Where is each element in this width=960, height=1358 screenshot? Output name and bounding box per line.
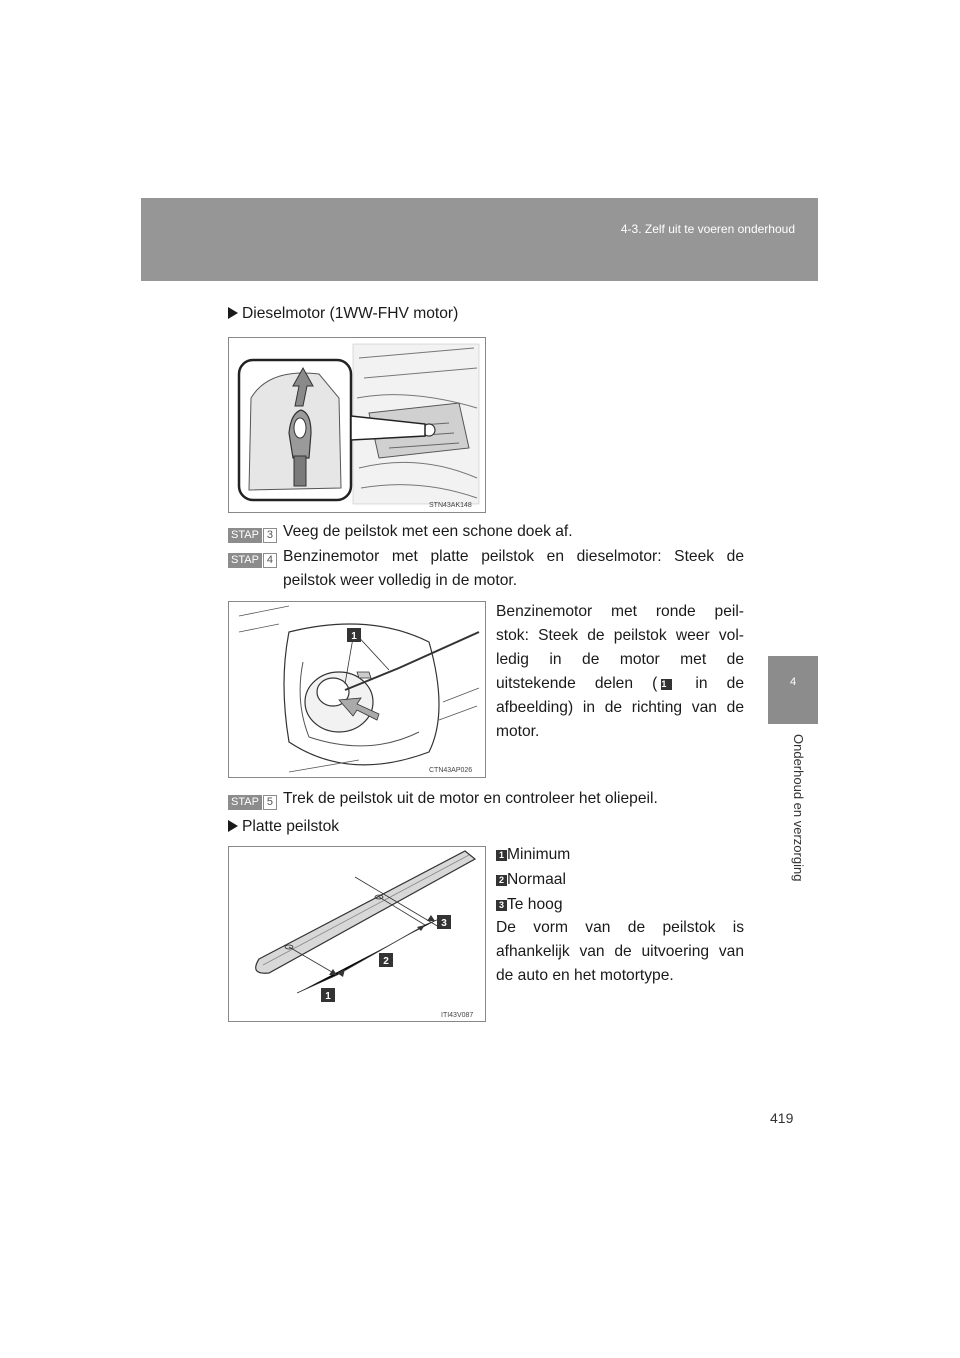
round-text-line5: afbeelding) in de richting van de xyxy=(496,699,744,716)
note-line2: afhankelijk van de uitvoering van xyxy=(496,943,744,960)
note-line3: de auto en het motortype. xyxy=(496,967,674,984)
legend-marker-2: 2 xyxy=(496,875,507,886)
step-4 xyxy=(228,545,744,569)
legend-item-minimum xyxy=(496,843,570,867)
arrow-bullet-icon xyxy=(228,307,238,319)
step-label: STAP xyxy=(228,553,262,568)
header-band xyxy=(141,198,818,281)
round-text-line3: ledig in de motor met de xyxy=(496,651,744,668)
flat-dipstick-figure xyxy=(228,846,486,1022)
step-5-badge xyxy=(228,795,277,810)
figure-marker-2: 2 xyxy=(383,956,389,967)
legend-item-te-hoog xyxy=(496,893,563,917)
legend-label-minimum: Minimum xyxy=(507,846,571,863)
step-3 xyxy=(228,520,748,544)
round-dipstick-figure-code: CTN43AP026 xyxy=(429,767,473,774)
round-text-line6: motor. xyxy=(496,723,540,740)
step-number: 3 xyxy=(263,528,277,543)
round-text-line4 xyxy=(496,672,744,696)
legend-label-normaal: Normaal xyxy=(507,871,566,888)
step-number: 4 xyxy=(263,553,277,568)
step-5 xyxy=(228,787,758,811)
chapter-tab xyxy=(768,656,818,724)
round-text-line4-before: uitstekende delen ( xyxy=(496,675,658,692)
step-3-badge xyxy=(228,528,277,543)
step-3-text: Veeg de peilstok met een schone doek af. xyxy=(283,523,573,540)
step-label: STAP xyxy=(228,528,262,543)
step-4-badge xyxy=(228,553,277,568)
round-dipstick-illustration xyxy=(229,602,485,777)
step-label: STAP xyxy=(228,795,262,810)
inline-marker-1: 1 xyxy=(661,679,672,690)
round-text-line4-after: in de xyxy=(676,675,744,692)
flat-dipstick-figure-code: ITI43V087 xyxy=(441,1012,474,1019)
step-4-text-line1: Benzinemotor met platte peilstok en dieselmotor: Steek de xyxy=(283,548,744,565)
legend-item-normaal xyxy=(496,868,566,892)
section-title: 4-3. Zelf uit te voeren onderhoud xyxy=(620,222,795,236)
step-5-text: Trek de peilstok uit de motor en controleer het oliepeil. xyxy=(283,790,658,807)
round-text-line1: Benzinemotor met ronde peil- xyxy=(496,603,744,620)
note-line1: De vorm van de peilstok is xyxy=(496,919,744,936)
legend-label-te-hoog: Te hoog xyxy=(507,896,563,913)
figure-marker-1: 1 xyxy=(325,991,331,1002)
diesel-heading-text: Dieselmotor (1WW-FHV motor) xyxy=(242,305,459,322)
round-dipstick-figure xyxy=(228,601,486,778)
figure-marker-3: 3 xyxy=(441,918,447,929)
step-number: 5 xyxy=(263,795,277,810)
diesel-engine-figure xyxy=(228,337,486,513)
step-4-text-line2: peilstok weer volledig in de motor. xyxy=(283,572,518,589)
round-text-line2: stok: Steek de peilstok weer vol- xyxy=(496,627,744,644)
legend-marker-3: 3 xyxy=(496,900,507,911)
diesel-engine-illustration xyxy=(229,338,485,512)
page-number: 419 xyxy=(770,1110,794,1126)
figure-marker-1-text: 1 xyxy=(351,631,357,642)
flat-dipstick-heading-text: Platte peilstok xyxy=(242,818,340,835)
flat-dipstick-note xyxy=(496,916,744,988)
chapter-title: Onderhoud en verzorging xyxy=(791,734,806,882)
legend-marker-1: 1 xyxy=(496,850,507,861)
flat-dipstick-heading xyxy=(228,815,339,839)
round-dipstick-text xyxy=(496,600,744,744)
diesel-heading xyxy=(228,302,458,326)
diesel-figure-code: STN43AK148 xyxy=(429,502,472,509)
arrow-bullet-icon xyxy=(228,820,238,832)
chapter-number: 4 xyxy=(789,676,797,688)
flat-dipstick-illustration xyxy=(229,847,485,1021)
